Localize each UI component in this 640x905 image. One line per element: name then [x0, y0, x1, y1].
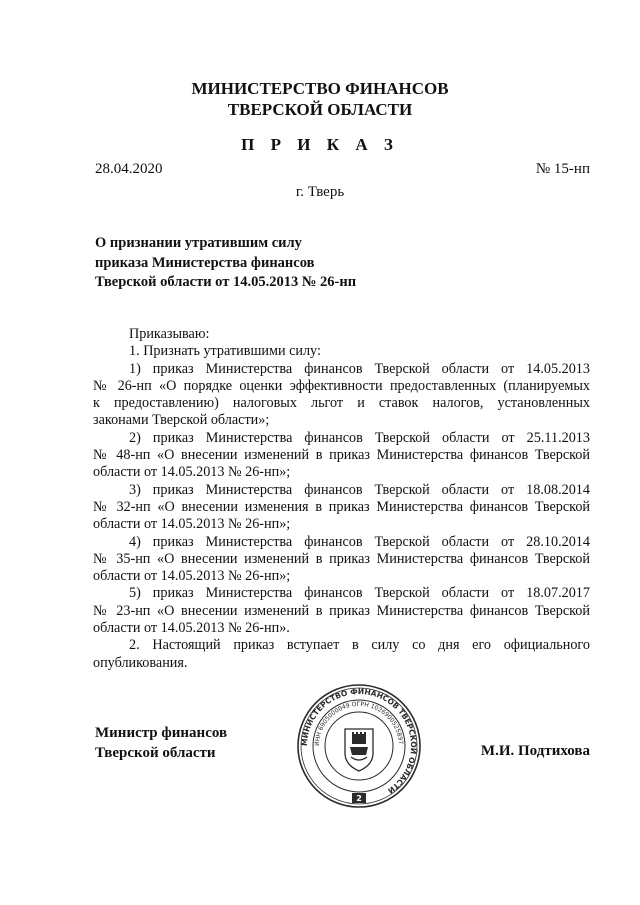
- seal-inner-text: ИНН 6905000049 ОГРН 1026900525897: [313, 700, 404, 747]
- body-line: области от 14.05.2013 № 26-нп»;: [93, 464, 291, 481]
- body-line: области от 14.05.2013 № 26-нп»;: [93, 516, 291, 533]
- document-subject: [95, 234, 495, 293]
- body-line: 5) приказ Министерства финансов Тверской области от 18.07.2017: [129, 585, 590, 602]
- coat-of-arms-icon: [345, 729, 373, 771]
- body-line: 3) приказ Министерства финансов Тверской области от 18.08.2014: [129, 481, 590, 498]
- body-line: Приказываю:: [129, 326, 210, 342]
- body-line: 2. Настоящий приказ вступает в силу со дня его официального: [129, 637, 590, 654]
- body-line: № 35-нп «О внесении изменений в приказ Министерства финансов Тверской: [93, 550, 590, 567]
- signatory-title: [95, 723, 227, 763]
- body-line: 1. Признать утратившими силу:: [129, 343, 321, 360]
- subject-line: приказа Министерства финансов: [95, 254, 315, 271]
- signatory-title-line: Министр финансов: [95, 725, 228, 741]
- document-type: П Р И К А З: [241, 135, 399, 154]
- document-number: № 15-нп: [535, 161, 590, 177]
- document-city: г. Тверь: [295, 184, 345, 200]
- document-body: [93, 326, 590, 672]
- subject-line: Тверской области от 14.05.2013 № 26-нп: [95, 274, 357, 290]
- seal-number: 2: [356, 794, 362, 803]
- body-line: области от 14.05.2013 № 26-нп».: [93, 620, 290, 637]
- body-line: опубликования.: [93, 654, 188, 671]
- seal-outer-text: МИНИСТЕРСТВО ФИНАНСОВ ТВЕРСКОЙ ОБЛАСТИ: [299, 686, 419, 796]
- body-line: № 48-нп «О внесении изменений в приказ Министерства финансов Тверской: [93, 447, 590, 464]
- body-line: 1) приказ Министерства финансов Тверской области от 14.05.2013: [129, 360, 590, 377]
- body-line: области от 14.05.2013 № 26-нп»;: [93, 568, 291, 585]
- body-line: 4) приказ Министерства финансов Тверской области от 28.10.2014: [129, 533, 590, 550]
- body-line: № 26-нп «О порядке оценки эффективности предоставленных (планируемых: [93, 377, 590, 394]
- body-line: № 32-нп «О внесении изменения в приказ Министерства финансов Тверской: [93, 498, 590, 515]
- document-date: 28.04.2020: [95, 161, 163, 177]
- body-line: к предоставлению) налоговых льгот и ставок налогов, установленных: [93, 395, 590, 412]
- body-line: № 23-нп «О внесении изменений в приказ Министерства финансов Тверской: [93, 602, 590, 619]
- signatory-title-line: Тверской области: [95, 745, 216, 761]
- org-name-line2: ТВЕРСКОЙ ОБЛАСТИ: [227, 100, 413, 119]
- signatory-name: М.И. Подтихова: [480, 743, 590, 759]
- body-line: законами Тверской области»;: [93, 412, 270, 429]
- subject-line: О признании утратившим силу: [95, 235, 302, 251]
- body-line: 2) приказ Министерства финансов Тверской области от 25.11.2013: [129, 429, 590, 446]
- official-seal: [296, 683, 422, 809]
- org-name-line1: МИНИСТЕРСТВО ФИНАНСОВ: [191, 79, 449, 98]
